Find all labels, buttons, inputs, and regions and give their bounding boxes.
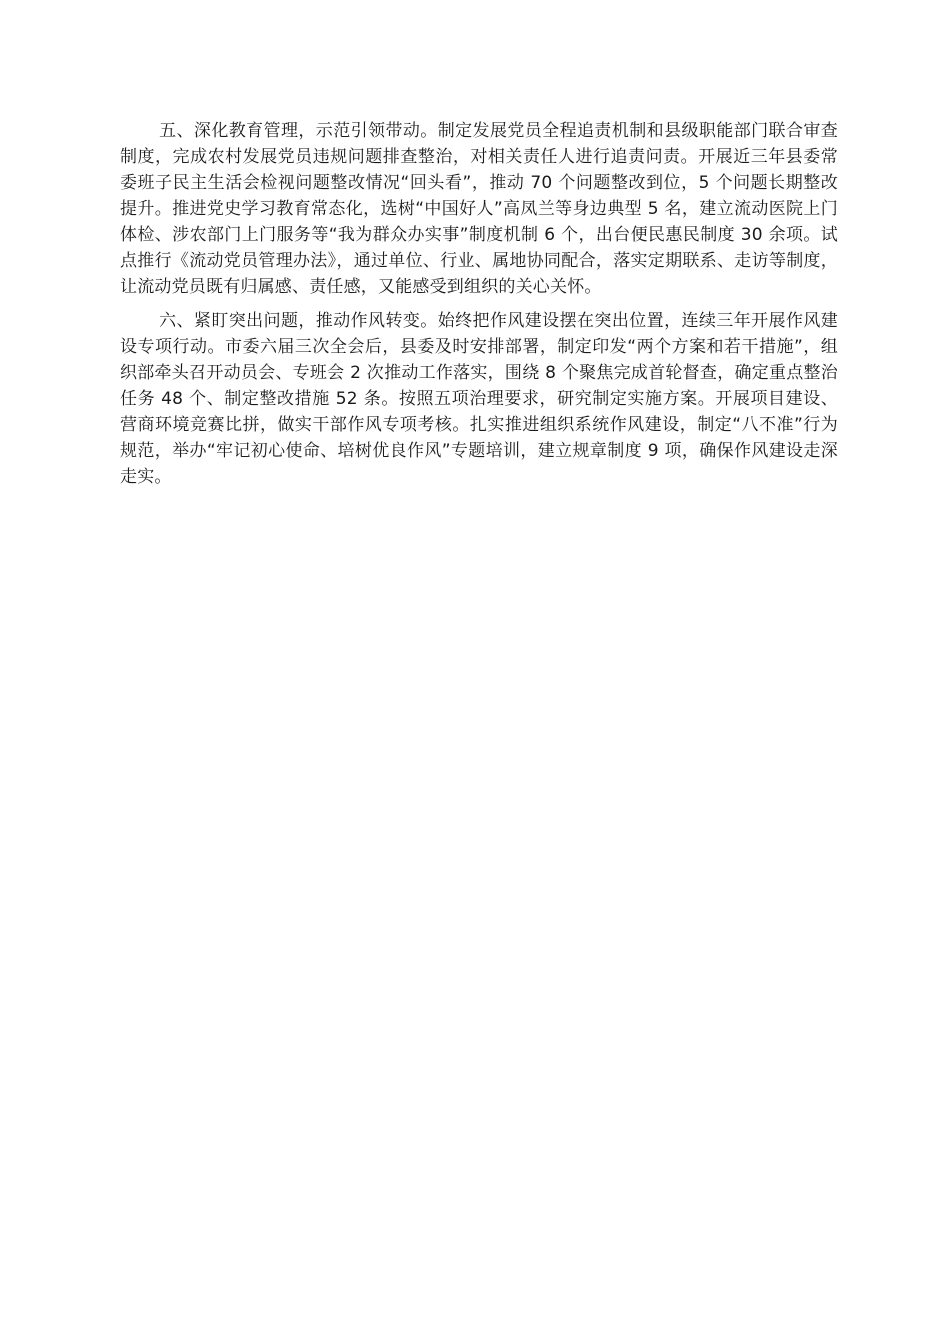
paragraph-education-management: 五、深化教育管理，示范引领带动。制定发展党员全程追责机制和县级职能部门联合审查制度，完成农村发展党员违规问题排查整治，对相关责任人进行追责问责。开展近三年县委常委班子民主生活会检视问题整改情况“回头看”，推动 70 个问题整改到位，5 个问题长期整改提升。推进党史学习教育常态化，选树“中国好人”高凤兰等身边典型 5 名，建立流动医院上门体检、涉农部门上门服务等“我为群众办实事”制度机制 6 个，出台便民惠民制度 30 余项。试点推行《流动党员管理办法》，通过单位、行业、属地协同配合，落实定期联系、走访等制度，让流动党员既有归属感、责任感，又能感受到组织的关心关怀。 <box>120 121 838 297</box>
document-body <box>120 118 838 498</box>
paragraph-work-style: 六、紧盯突出问题，推动作风转变。始终把作风建设摆在突出位置，连续三年开展作风建设专项行动。市委六届三次全会后，县委及时安排部署，制定印发“两个方案和若干措施”，组织部牵头召开动员会、专班会 2 次推动工作落实，围绕 8 个聚焦完成首轮督查，确定重点整治任务 48 个、制定整改措施 52 条。按照五项治理要求，研究制定实施方案。开展项目建设、营商环境竞赛比拼，做实干部作风专项考核。扎实推进组织系统作风建设，制定“八不准”行为规范，举办“牢记初心使命、培树优良作风”专题培训，建立规章制度 9 项，确保作风建设走深走实。 <box>120 311 838 487</box>
